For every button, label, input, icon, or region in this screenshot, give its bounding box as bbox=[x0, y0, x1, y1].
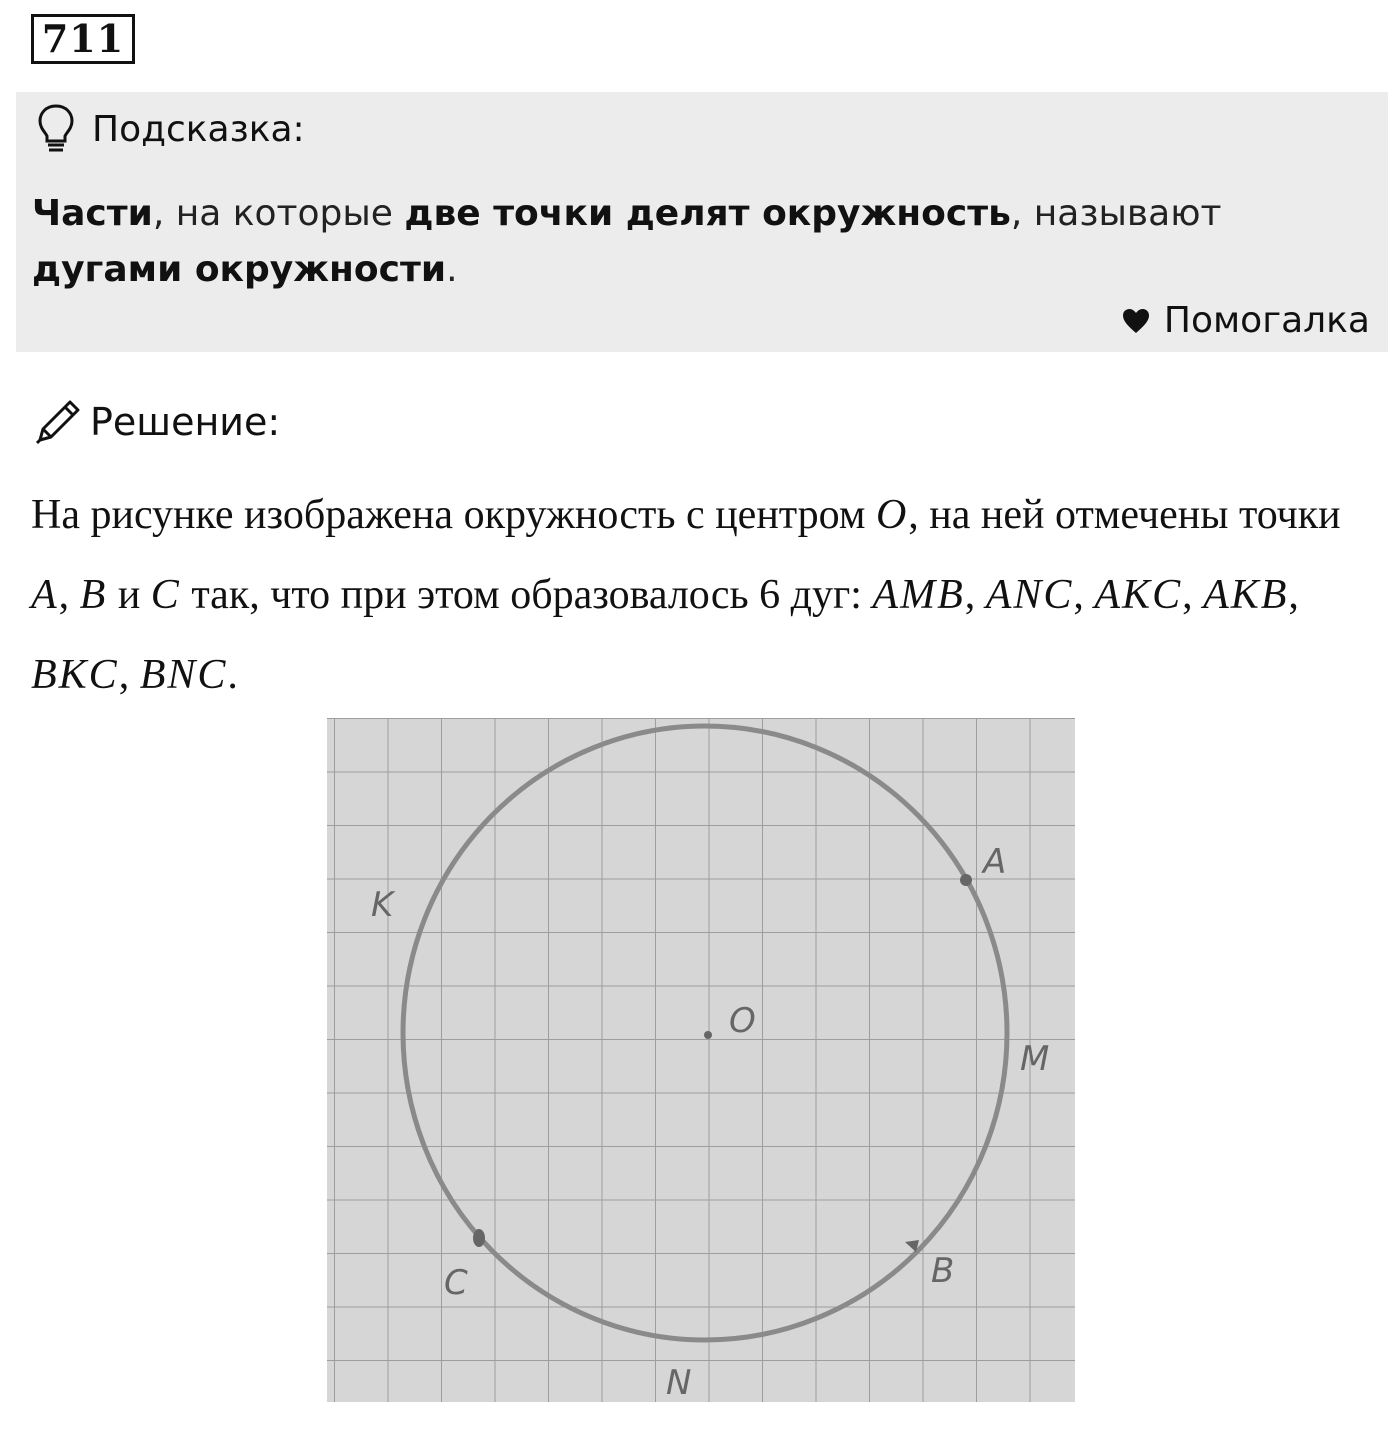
sol-point-a: A bbox=[31, 572, 59, 618]
hint-title: Подсказка: bbox=[92, 108, 305, 150]
sol-end: . bbox=[227, 652, 238, 698]
hint-text-2: , на которые bbox=[152, 193, 405, 234]
sol-t2: , на ней отмечены точки bbox=[908, 492, 1341, 538]
task-number: 711 bbox=[31, 14, 135, 64]
sol-t3: , bbox=[58, 572, 80, 618]
sol-sep-2: , bbox=[1073, 572, 1095, 618]
label-b: B bbox=[931, 1251, 955, 1291]
sol-arc-1: AMB bbox=[872, 572, 965, 618]
circle-figure-photo bbox=[327, 718, 1075, 1402]
sol-arc-6: BNC bbox=[139, 652, 228, 698]
label-n: N bbox=[666, 1363, 692, 1402]
sol-arc-2: ANC bbox=[985, 572, 1074, 618]
label-c: C bbox=[444, 1263, 468, 1303]
circle-figure-svg bbox=[327, 718, 1075, 1402]
sol-center-o: O bbox=[875, 492, 909, 538]
grid-lines bbox=[327, 718, 1075, 1402]
sol-t1: На рисунке изображена окружность с центром bbox=[31, 492, 876, 538]
sol-sep-1: , bbox=[964, 572, 986, 618]
center-point bbox=[704, 1031, 712, 1039]
hint-text-bold-2: две точки делят окружность bbox=[404, 193, 1011, 234]
hint-text-bold-1: Части bbox=[32, 193, 153, 234]
point-c bbox=[473, 1229, 485, 1247]
label-m: M bbox=[1020, 1039, 1050, 1079]
lightbulb-icon bbox=[36, 103, 76, 155]
solution-text bbox=[31, 475, 1381, 715]
sol-arc-3: AKC bbox=[1094, 572, 1183, 618]
sol-sep-3: , bbox=[1182, 572, 1204, 618]
label-a: A bbox=[983, 842, 1007, 882]
pencil-icon bbox=[32, 396, 84, 448]
sol-point-b: B bbox=[79, 572, 108, 618]
label-k: K bbox=[371, 885, 394, 925]
hint-header bbox=[36, 104, 305, 154]
solution-title: Решение: bbox=[90, 400, 281, 444]
hint-text bbox=[32, 186, 1352, 298]
helper-brand: Помогалка bbox=[1163, 300, 1370, 341]
heart-icon bbox=[1122, 308, 1150, 334]
hint-text-bold-3: дугами окружности bbox=[32, 249, 447, 290]
hint-footer bbox=[1122, 300, 1370, 341]
label-o: O bbox=[729, 1001, 756, 1041]
sol-t5: так, что при этом образовалось 6 дуг: bbox=[180, 572, 873, 618]
sol-arc-4: AKB bbox=[1203, 572, 1289, 618]
point-a bbox=[960, 874, 972, 886]
hint-text-6: . bbox=[446, 249, 458, 290]
hint-text-4: , называют bbox=[1010, 193, 1222, 234]
sol-arc-5: BKC bbox=[31, 652, 119, 698]
sol-sep-5: , bbox=[118, 652, 140, 698]
sol-sep-4: , bbox=[1288, 572, 1299, 618]
solution-header bbox=[32, 396, 280, 448]
sol-t4: и bbox=[107, 572, 151, 618]
hint-box bbox=[16, 92, 1388, 352]
sol-point-c: C bbox=[150, 572, 181, 618]
